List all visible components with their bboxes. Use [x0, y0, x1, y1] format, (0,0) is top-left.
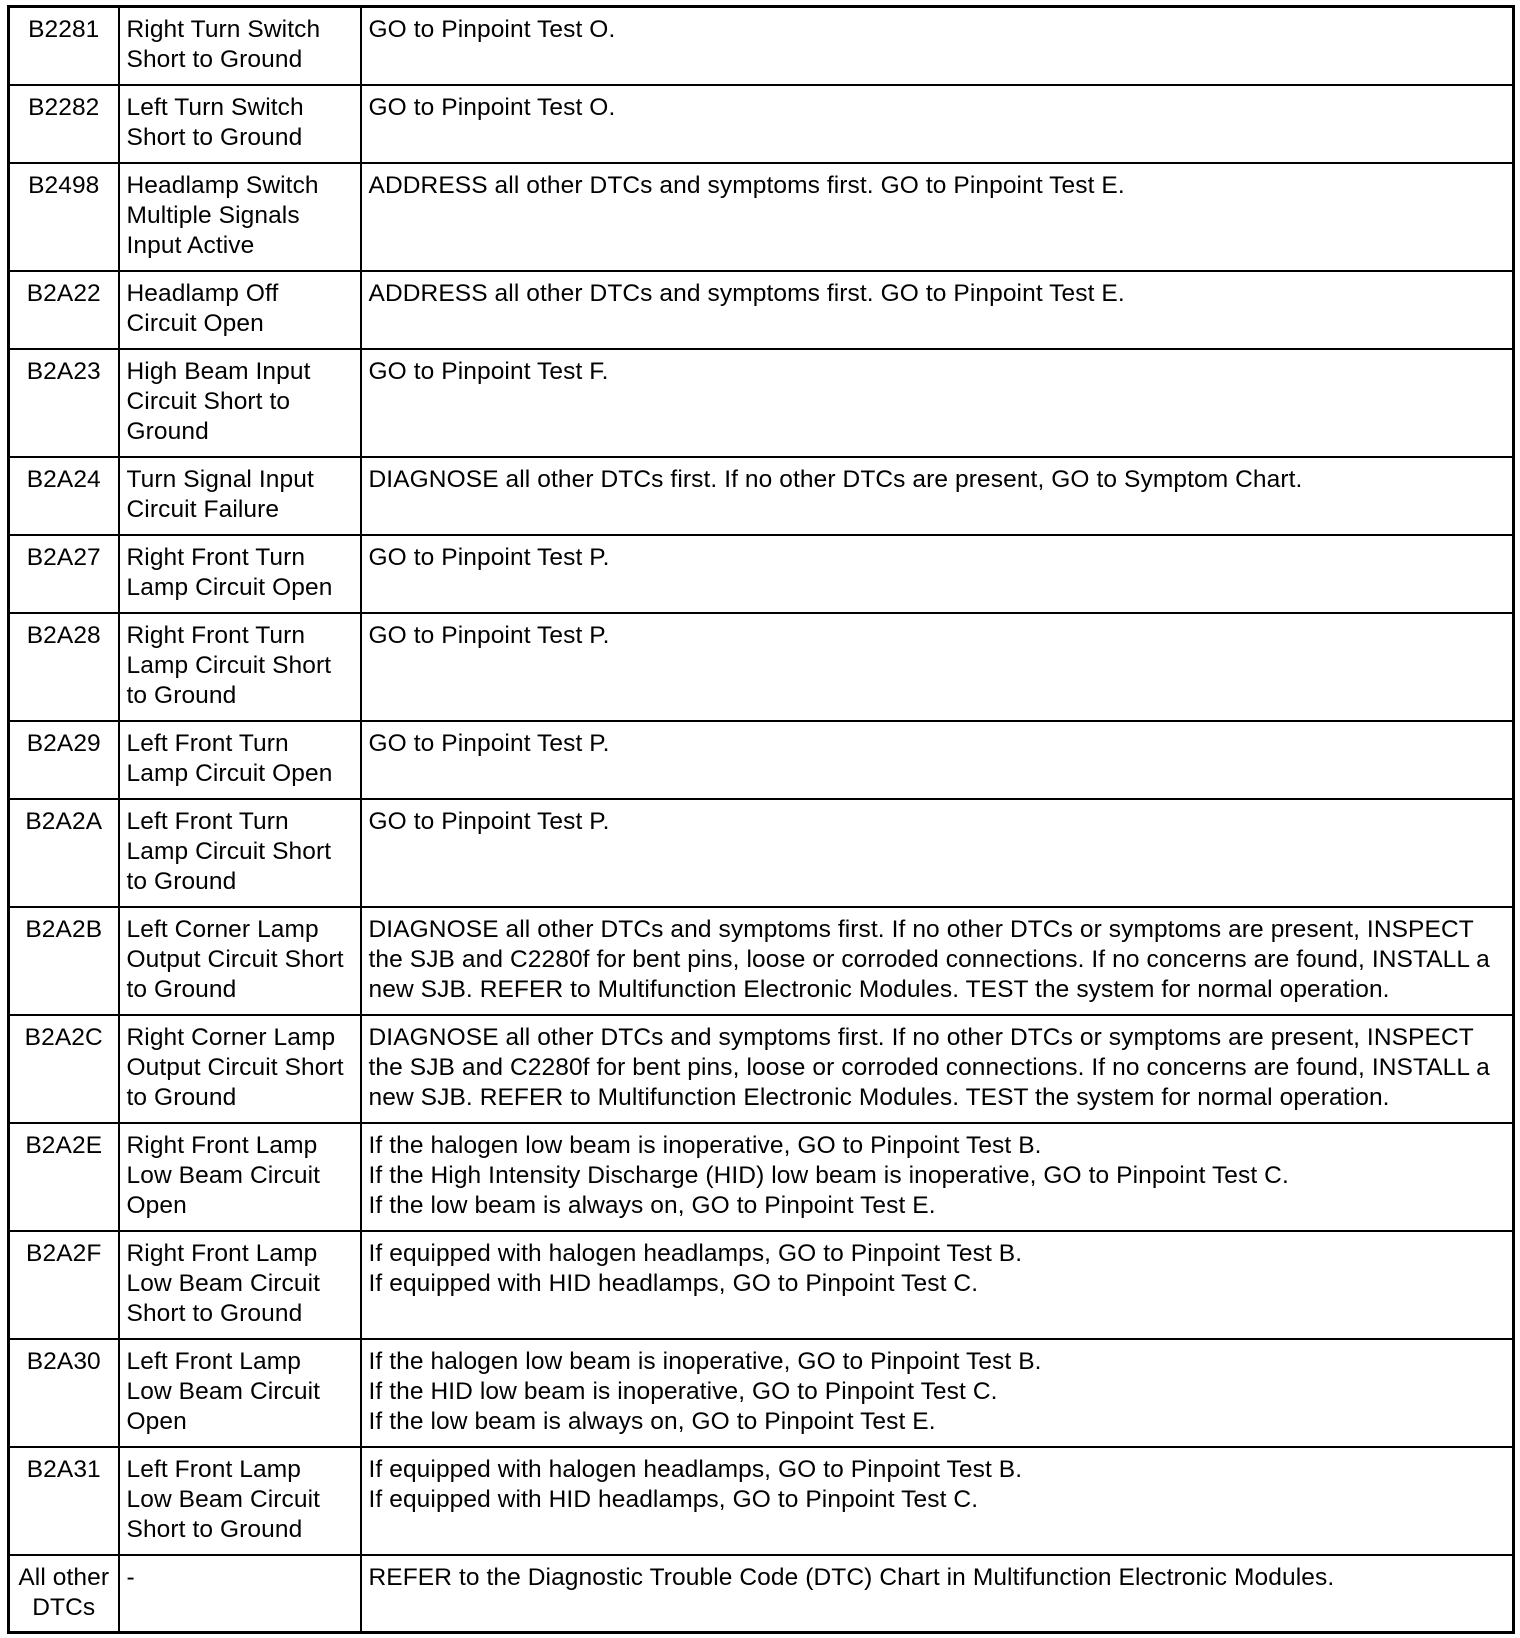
dtc-description: Headlamp Switch Multiple Signals Input Active — [119, 163, 361, 271]
table-row — [9, 613, 1514, 721]
dtc-action — [361, 613, 1514, 721]
action-line: GO to Pinpoint Test P. — [368, 729, 610, 757]
action-line: GO to Pinpoint Test F. — [368, 357, 609, 385]
action-line: ADDRESS all other DTCs and symptoms first. GO to Pinpoint Test E. — [368, 279, 1125, 307]
dtc-action — [361, 163, 1514, 271]
dtc-code: B2281 — [9, 7, 119, 85]
document-page — [7, 5, 1512, 1633]
dtc-action — [361, 799, 1514, 907]
dtc-description: Left Front Turn Lamp Circuit Short to Ground — [119, 799, 361, 907]
dtc-code: B2A22 — [9, 271, 119, 349]
dtc-description: Right Front Turn Lamp Circuit Short to Ground — [119, 613, 361, 721]
dtc-action — [361, 271, 1514, 349]
dtc-action — [361, 535, 1514, 613]
action-line: If the halogen low beam is inoperative, GO to Pinpoint Test B. — [368, 1347, 1042, 1375]
dtc-code: B2A30 — [9, 1339, 119, 1447]
action-line: If equipped with halogen headlamps, GO to Pinpoint Test B. — [368, 1455, 1023, 1483]
action-line: DIAGNOSE all other DTCs and symptoms first. If no other DTCs or symptoms are present, INSPECT the SJB and C2280f for bent pins, loose or corroded connections. If no concerns are found, INSTALL a new SJB. REFER to Multifunction Electronic Modules. TEST the system for normal operation. — [368, 915, 1490, 1003]
table-row — [9, 721, 1514, 799]
dtc-description: Headlamp Off Circuit Open — [119, 271, 361, 349]
dtc-code: B2A2B — [9, 907, 119, 1015]
dtc-description: Left Corner Lamp Output Circuit Short to Ground — [119, 907, 361, 1015]
table-row — [9, 1231, 1514, 1339]
dtc-description: High Beam Input Circuit Short to Ground — [119, 349, 361, 457]
dtc-action — [361, 1447, 1514, 1555]
dtc-description: Left Turn Switch Short to Ground — [119, 85, 361, 163]
table-row — [9, 85, 1514, 163]
table-row — [9, 271, 1514, 349]
action-line: If equipped with HID headlamps, GO to Pinpoint Test C. — [368, 1269, 979, 1297]
table-row — [9, 1447, 1514, 1555]
dtc-action — [361, 7, 1514, 85]
dtc-action — [361, 1015, 1514, 1123]
action-line: GO to Pinpoint Test P. — [368, 621, 610, 649]
dtc-code: B2282 — [9, 85, 119, 163]
dtc-code: B2A2A — [9, 799, 119, 907]
dtc-code: All other DTCs — [9, 1555, 119, 1633]
dtc-description: Turn Signal Input Circuit Failure — [119, 457, 361, 535]
table-row — [9, 349, 1514, 457]
table-row — [9, 457, 1514, 535]
dtc-action — [361, 1123, 1514, 1231]
table-row — [9, 163, 1514, 271]
dtc-code: B2A27 — [9, 535, 119, 613]
dtc-code: B2A29 — [9, 721, 119, 799]
dtc-code: B2A31 — [9, 1447, 119, 1555]
dtc-description: Left Front Turn Lamp Circuit Open — [119, 721, 361, 799]
table-row — [9, 535, 1514, 613]
action-line: If equipped with HID headlamps, GO to Pinpoint Test C. — [368, 1485, 979, 1513]
dtc-code: B2A24 — [9, 457, 119, 535]
dtc-table-body — [9, 7, 1514, 1633]
table-row — [9, 1123, 1514, 1231]
action-line: GO to Pinpoint Test P. — [368, 807, 610, 835]
dtc-description: Right Front Turn Lamp Circuit Open — [119, 535, 361, 613]
table-row — [9, 1339, 1514, 1447]
action-line: If the low beam is always on, GO to Pinpoint Test E. — [368, 1191, 936, 1219]
action-line: If the halogen low beam is inoperative, GO to Pinpoint Test B. — [368, 1131, 1042, 1159]
dtc-description: Right Corner Lamp Output Circuit Short to Ground — [119, 1015, 361, 1123]
action-line: DIAGNOSE all other DTCs first. If no other DTCs are present, GO to Symptom Chart. — [368, 465, 1303, 493]
action-line: If the High Intensity Discharge (HID) low beam is inoperative, GO to Pinpoint Test C. — [368, 1161, 1289, 1189]
table-row — [9, 799, 1514, 907]
action-line: If equipped with halogen headlamps, GO to Pinpoint Test B. — [368, 1239, 1023, 1267]
dtc-action — [361, 1231, 1514, 1339]
dtc-description: Right Front Lamp Low Beam Circuit Short to Ground — [119, 1231, 361, 1339]
action-line: REFER to the Diagnostic Trouble Code (DTC) Chart in Multifunction Electronic Modules. — [368, 1563, 1335, 1591]
action-line: ADDRESS all other DTCs and symptoms first. GO to Pinpoint Test E. — [368, 171, 1125, 199]
dtc-code: B2A23 — [9, 349, 119, 457]
action-line: If the HID low beam is inoperative, GO to Pinpoint Test C. — [368, 1377, 998, 1405]
dtc-table — [7, 5, 1515, 1634]
table-row — [9, 907, 1514, 1015]
table-row — [9, 1555, 1514, 1633]
table-row — [9, 7, 1514, 85]
dtc-description: Right Front Lamp Low Beam Circuit Open — [119, 1123, 361, 1231]
action-line: GO to Pinpoint Test O. — [368, 16, 616, 43]
dtc-action — [361, 349, 1514, 457]
dtc-description: Right Turn Switch Short to Ground — [119, 7, 361, 85]
action-line: GO to Pinpoint Test O. — [368, 93, 616, 121]
dtc-description: Left Front Lamp Low Beam Circuit Open — [119, 1339, 361, 1447]
table-row — [9, 1015, 1514, 1123]
dtc-code: B2A2E — [9, 1123, 119, 1231]
dtc-action — [361, 85, 1514, 163]
dtc-action — [361, 907, 1514, 1015]
action-line: GO to Pinpoint Test P. — [368, 543, 610, 571]
dtc-code: B2A2C — [9, 1015, 119, 1123]
dtc-code: B2A2F — [9, 1231, 119, 1339]
dtc-action — [361, 721, 1514, 799]
dtc-code: B2498 — [9, 163, 119, 271]
action-line: If the low beam is always on, GO to Pinpoint Test E. — [368, 1407, 936, 1435]
dtc-action — [361, 1339, 1514, 1447]
dtc-code: B2A28 — [9, 613, 119, 721]
dtc-action — [361, 1555, 1514, 1633]
dtc-description: Left Front Lamp Low Beam Circuit Short to Ground — [119, 1447, 361, 1555]
action-line: DIAGNOSE all other DTCs and symptoms first. If no other DTCs or symptoms are present, INSPECT the SJB and C2280f for bent pins, loose or corroded connections. If no concerns are found, INSTALL a new SJB. REFER to Multifunction Electronic Modules. TEST the system for normal operation. — [368, 1023, 1490, 1111]
dtc-description: - — [119, 1555, 361, 1633]
dtc-action — [361, 457, 1514, 535]
